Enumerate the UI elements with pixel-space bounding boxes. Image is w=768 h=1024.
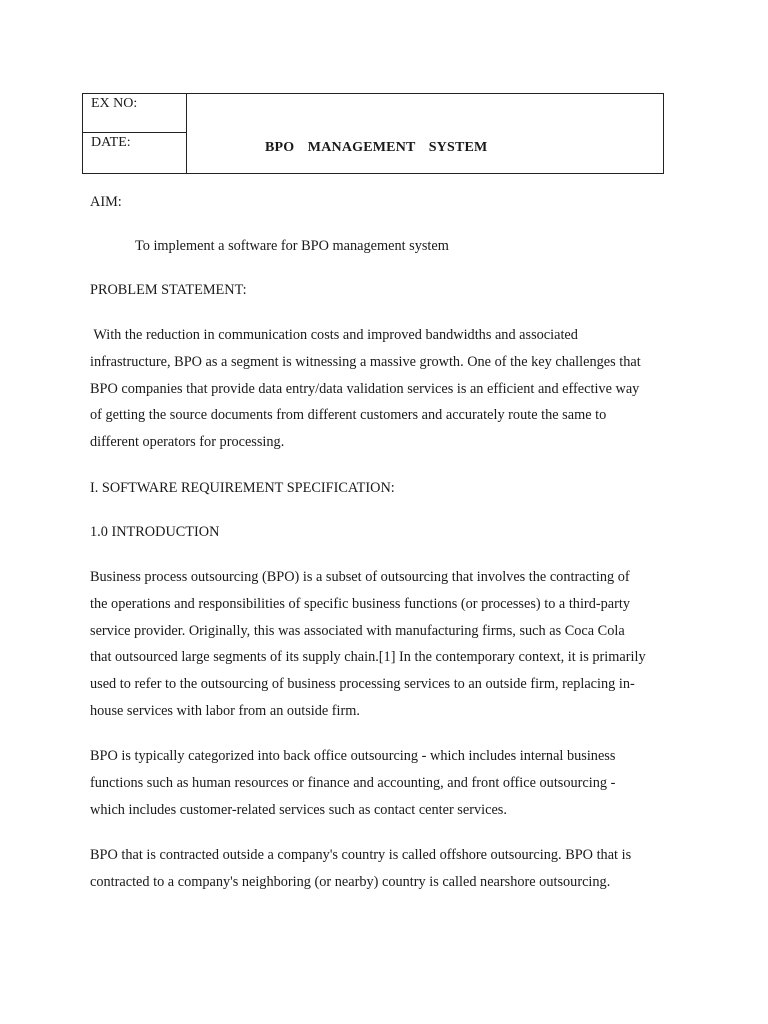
paragraph-line: service provider. Originally, this was associated with manufacturing firms, such as Coca Cola (90, 622, 625, 639)
paragraph-line: BPO that is contracted outside a company's country is called offshore outsourcing. BPO that is (90, 847, 632, 863)
paragraph-line: contracted to a company's neighboring (or nearby) country is called nearshore outsourcing. (90, 873, 611, 890)
paragraph-line: different operators for processing. (90, 434, 285, 451)
problem-statement-paragraph (90, 322, 690, 456)
aim-text: To implement a software for BPO management system (135, 238, 449, 254)
bpo-definition-paragraph (90, 564, 690, 725)
introduction-heading: 1.0 INTRODUCTION (90, 524, 220, 540)
date-label: DATE: (91, 135, 131, 150)
document-title: BPO MANAGEMENT SYSTEM (265, 140, 488, 155)
aim-heading: AIM: (90, 194, 122, 210)
paragraph-line: functions such as human resources or finance and accounting, and front office outsourcing - (90, 774, 616, 791)
paragraph-line: BPO is typically categorized into back office outsourcing - which includes internal business (90, 748, 616, 764)
paragraph-line: the operations and responsibilities of specific business functions (or processes) to a third-party (90, 595, 630, 612)
paragraph-line: used to refer to the outsourcing of business processing services to an outside firm, replacing in- (90, 676, 635, 693)
paragraph-line: which includes customer-related services such as contact center services. (90, 801, 507, 818)
header-table (82, 93, 664, 174)
paragraph-line: BPO companies that provide data entry/data validation services is an efficient and effective way (90, 380, 640, 397)
ex-no-label: EX NO: (83, 94, 187, 133)
paragraph-line: infrastructure, BPO as a segment is witnessing a massive growth. One of the key challenges that (90, 353, 641, 370)
paragraph-line: With the reduction in communication costs and improved bandwidths and associated (90, 327, 578, 343)
problem-statement-heading: PROBLEM STATEMENT: (90, 282, 247, 298)
bpo-categories-paragraph (90, 743, 690, 823)
paragraph-line: of getting the source documents from different customers and accurately route the same to (90, 407, 607, 424)
paragraph-line: Business process outsourcing (BPO) is a subset of outsourcing that involves the contracting of (90, 569, 630, 585)
paragraph-line: that outsourced large segments of its supply chain.[1] In the contemporary context, it is primarily (90, 649, 646, 666)
paragraph-line: house services with labor from an outside firm. (90, 702, 360, 719)
srs-heading: I. SOFTWARE REQUIREMENT SPECIFICATION: (90, 480, 395, 496)
bpo-offshore-paragraph (90, 842, 690, 896)
